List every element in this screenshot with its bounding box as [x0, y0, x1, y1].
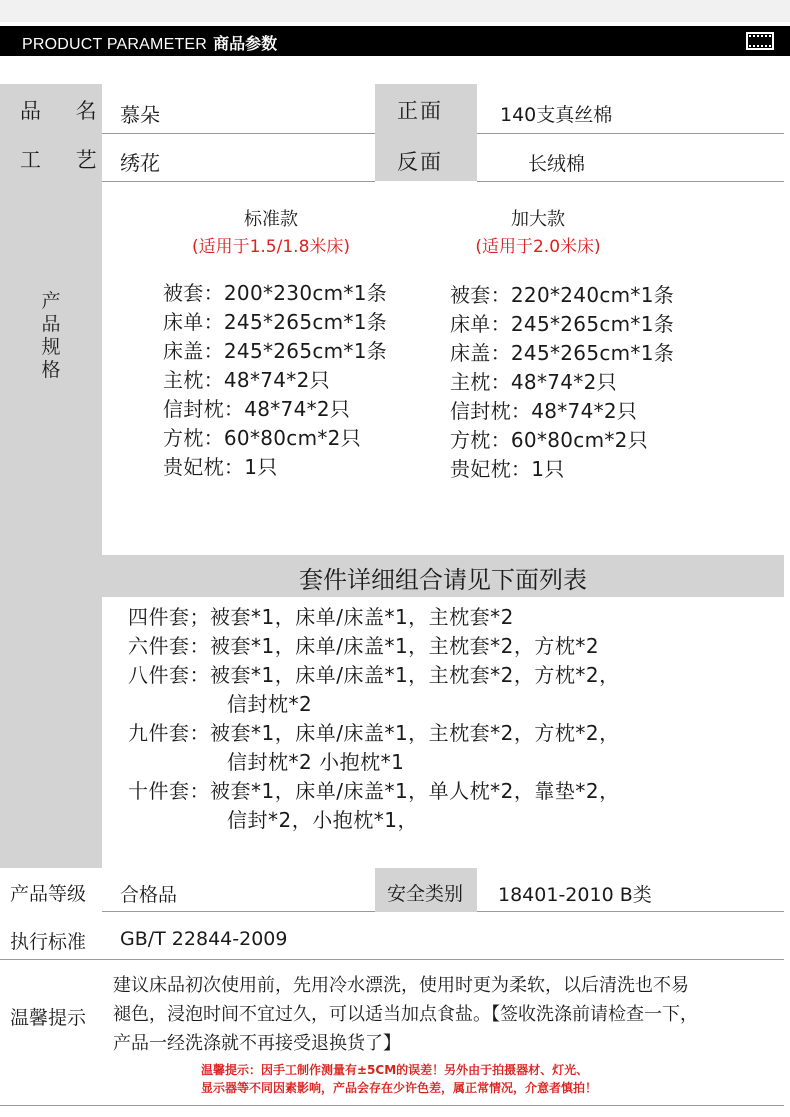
list-item: 信封枕：48*74*2只	[450, 399, 638, 423]
top-strip	[0, 0, 790, 22]
grade-value: 合格品	[120, 884, 178, 906]
combo-line: 十件套：被套*1，床单/床盖*1，单人枕*2，靠垫*2，	[128, 779, 620, 803]
banner-title-cn: 商品参数	[213, 36, 278, 53]
tip-line: 褪色，浸泡时间不宜过久，可以适当加点食盐。【签收洗涤前请检查一下，	[113, 1004, 698, 1025]
red-notice-line: 温馨提示：因手工制作测量有±5CM的误差！另外由于拍摄器材、灯光、	[201, 1063, 589, 1077]
combo-line: 四件套；被套*1，床单/床盖*1，主枕套*2	[128, 605, 514, 629]
large-list	[450, 281, 674, 484]
front-label: 正面	[397, 99, 443, 123]
standard-subtitle: (适用于1.5/1.8米床)	[191, 237, 351, 257]
row-divider	[102, 911, 375, 912]
combo-line: 信封*2，小抱枕*1，	[227, 808, 418, 832]
list-item: 贵妃枕：1只	[163, 455, 278, 479]
list-item: 方枕：60*80cm*2只	[163, 426, 362, 450]
standard-title: 标准款	[244, 209, 298, 230]
list-item: 床盖：245*265cm*1条	[163, 339, 388, 363]
tips-text	[113, 971, 698, 1058]
combo-line: 八件套：被套*1，床单/床盖*1，主枕套*2，方枕*2，	[128, 663, 620, 687]
list-item: 信封枕：48*74*2只	[163, 397, 351, 421]
tip-line: 建议床品初次使用前，先用冷水漂洗，使用时更为柔软，以后清洗也不易	[113, 975, 689, 996]
back-value: 长绒棉	[528, 153, 586, 175]
tip-line: 产品一经洗涤就不再接受退换货了】	[113, 1033, 401, 1054]
large-subtitle: (适用于2.0米床)	[475, 237, 601, 257]
name-value: 慕朵	[120, 103, 160, 127]
combo-line: 六件套：被套*1，床单/床盖*1，主枕套*2，方枕*2	[128, 634, 600, 658]
list-item: 主枕：48*74*2只	[450, 370, 617, 394]
product-parameter-banner	[0, 26, 790, 56]
red-notice-line: 显示器等不同因素影响，产品会存在少许色差，属正常情况，介意者慎拍！	[201, 1081, 598, 1095]
row-divider	[477, 133, 784, 134]
list-item: 被套：220*240cm*1条	[450, 283, 675, 307]
list-item: 床单：245*265cm*1条	[163, 310, 388, 334]
combo-title: 套件详细组合请见下面列表	[299, 566, 587, 594]
list-item: 床单：245*265cm*1条	[450, 312, 675, 336]
combo-line: 信封枕*2	[227, 692, 313, 716]
grade-label: 产品等级	[10, 883, 87, 905]
film-icon	[746, 32, 774, 50]
list-item: 方枕：60*80cm*2只	[450, 428, 649, 452]
standard-value: GB/T 22844-2009	[120, 928, 288, 950]
tips-label: 温馨提示	[10, 1007, 87, 1029]
name-label: 品 名	[20, 99, 111, 123]
row-divider	[102, 133, 375, 134]
banner-title-en: PRODUCT PARAMETER	[22, 36, 208, 53]
red-notice	[201, 1061, 597, 1097]
safety-value: 18401-2010 B类	[498, 884, 652, 906]
combo-line: 信封枕*2 小抱枕*1	[227, 750, 405, 774]
row-divider	[477, 911, 784, 912]
row-divider	[102, 181, 375, 182]
list-item: 床盖：245*265cm*1条	[450, 341, 675, 365]
front-value: 140支真丝棉	[500, 104, 613, 126]
standard-label: 执行标准	[10, 931, 87, 953]
back-label: 反面	[397, 150, 443, 174]
list-item: 贵妃枕：1只	[450, 457, 565, 481]
list-item: 被套：200*230cm*1条	[163, 281, 388, 305]
row-divider	[0, 1105, 784, 1106]
combo-line: 九件套：被套*1，床单/床盖*1，主枕套*2，方枕*2，	[128, 721, 620, 745]
spec-label: 产品规格	[41, 290, 61, 381]
combo-list	[128, 603, 620, 835]
standard-list	[163, 279, 387, 482]
row-divider	[477, 181, 784, 182]
craft-value: 绣花	[120, 151, 160, 175]
safety-label: 安全类别	[387, 883, 464, 905]
row-divider	[0, 959, 784, 960]
large-title: 加大款	[511, 209, 565, 230]
list-item: 主枕：48*74*2只	[163, 368, 330, 392]
banner-title	[22, 31, 277, 54]
craft-label: 工 艺	[20, 148, 111, 172]
label-column	[0, 84, 102, 868]
